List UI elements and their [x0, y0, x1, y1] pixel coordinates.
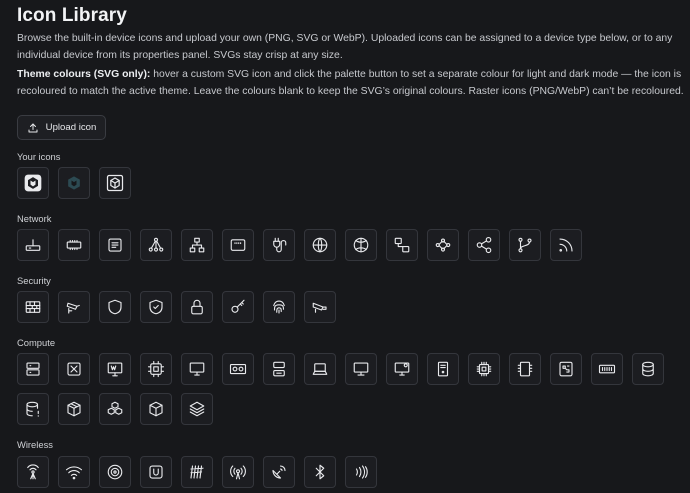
u-box-icon [147, 463, 165, 481]
key-icon [229, 298, 247, 316]
server-icon [24, 360, 42, 378]
icon-tile-custom-cube[interactable] [17, 167, 49, 199]
icon-tile-tower[interactable] [427, 353, 459, 385]
laptop-icon [311, 360, 329, 378]
icon-tile-satellite-dish[interactable] [263, 456, 295, 488]
icon-tile-ram[interactable] [591, 353, 623, 385]
icon-tile-rss[interactable] [550, 229, 582, 261]
icon-tile-u-box[interactable] [140, 456, 172, 488]
icon-tile-cable[interactable] [263, 229, 295, 261]
icon-tile-web-monitor[interactable] [99, 353, 131, 385]
satellite-dish-icon [270, 463, 288, 481]
theme-note-heading: Theme colours (SVG only): [17, 69, 151, 80]
panel-icon [106, 236, 124, 254]
icon-tile-monitor[interactable] [181, 353, 213, 385]
rss-icon [557, 236, 575, 254]
icon-library-panel [17, 0, 690, 493]
icon-tile-target[interactable] [99, 456, 131, 488]
broadcast-icon [229, 463, 247, 481]
icon-tile-server-stack[interactable] [263, 353, 295, 385]
icon-tile-antenna[interactable] [17, 456, 49, 488]
cpu-grid-icon [147, 360, 165, 378]
icon-tile-desktop[interactable] [345, 353, 377, 385]
icon-tile-database-alert[interactable] [17, 393, 49, 425]
icon-tile-layers[interactable] [181, 393, 213, 425]
page-title: Icon Library [17, 5, 127, 26]
bluetooth-icon [311, 463, 329, 481]
icon-tile-broadcast[interactable] [222, 456, 254, 488]
wifi-icon [65, 463, 83, 481]
icon-tile-hierarchy[interactable] [181, 229, 213, 261]
icon-tile-git-branch[interactable] [509, 229, 541, 261]
icon-tile-cpu-grid[interactable] [140, 353, 172, 385]
ram-icon [598, 360, 616, 378]
database-icon [639, 360, 657, 378]
monitor-icon [188, 360, 206, 378]
vm-box-icon [65, 360, 83, 378]
icon-tile-share[interactable] [468, 229, 500, 261]
icon-tile-globe-grid[interactable] [345, 229, 377, 261]
icon-tile-vm-box[interactable] [58, 353, 90, 385]
icon-tile-shield-check[interactable] [140, 291, 172, 323]
icon-tile-tower-array[interactable] [181, 456, 213, 488]
globe-grid-icon [352, 236, 370, 254]
icon-tile-switch[interactable] [58, 229, 90, 261]
shield-check-icon [147, 298, 165, 316]
icon-tile-nodes[interactable] [427, 229, 459, 261]
web-monitor-icon [106, 360, 124, 378]
cable-icon [270, 236, 288, 254]
icon-tile-package[interactable] [140, 393, 172, 425]
ethernet-port-icon [229, 236, 247, 254]
hierarchy-icon [188, 236, 206, 254]
icon-tile-shield[interactable] [99, 291, 131, 323]
icon-tile-laptop[interactable] [304, 353, 336, 385]
icon-tile-lock[interactable] [181, 291, 213, 323]
icon-tile-monitor-settings[interactable] [386, 353, 418, 385]
upload-label: Upload icon [45, 122, 97, 133]
nfc-icon [352, 463, 370, 481]
icon-tile-custom-cube-dim[interactable] [58, 167, 90, 199]
lock-icon [188, 298, 206, 316]
custom-cube-dim-icon [64, 173, 84, 193]
icon-tile-gpu[interactable] [222, 353, 254, 385]
icon-tile-nfc[interactable] [345, 456, 377, 488]
tower-icon [434, 360, 452, 378]
icon-tile-ethernet-port[interactable] [222, 229, 254, 261]
icon-tile-server[interactable] [17, 353, 49, 385]
page-description: Browse the built-in device icons and upload your own (PNG, SVG or WebP). Uploaded icons can be assigned to a device type below, or to any individual device from its properties panel. SVGs stay crisp at any size. [17, 33, 673, 61]
memory-chip-icon [516, 360, 534, 378]
icon-tile-custom-cube-outline[interactable] [99, 167, 131, 199]
section-label-your-icons: Your icons [17, 151, 61, 162]
firewall-icon [24, 298, 42, 316]
gpu-icon [229, 360, 247, 378]
tower-array-icon [188, 463, 206, 481]
icon-tile-router[interactable] [17, 229, 49, 261]
theme-note-text: hover a custom SVG icon and click the palette button to set a separate colour for light and dark mode — the icon is recoloured to match the active theme. Leave the colours blank to keep the SVG’s original colours. Raster icons (PNG/WebP) can’t be recoloured. [17, 69, 684, 97]
icon-tile-boxes[interactable] [99, 393, 131, 425]
topology-icon [147, 236, 165, 254]
icon-tile-box[interactable] [58, 393, 90, 425]
box-icon [65, 400, 83, 418]
custom-cube-icon [23, 173, 43, 193]
package-icon [147, 400, 165, 418]
desktop-icon [352, 360, 370, 378]
custom-cube-outline-icon [105, 173, 125, 193]
database-alert-icon [24, 400, 42, 418]
icon-tile-cctv[interactable] [58, 291, 90, 323]
antenna-icon [24, 463, 42, 481]
section-label-compute: Compute [17, 337, 56, 348]
icon-tile-topology[interactable] [140, 229, 172, 261]
globe-icon [311, 236, 329, 254]
icon-tile-camera[interactable] [304, 291, 336, 323]
layers-icon [188, 400, 206, 418]
nodes-icon [434, 236, 452, 254]
server-stack-icon [270, 360, 288, 378]
upload-icon [27, 122, 39, 134]
icon-tile-bluetooth[interactable] [304, 456, 336, 488]
icon-tile-wifi[interactable] [58, 456, 90, 488]
target-icon [106, 463, 124, 481]
icon-tile-link-boxes[interactable] [386, 229, 418, 261]
icon-tile-database[interactable] [632, 353, 664, 385]
section-label-wireless: Wireless [17, 439, 53, 450]
cctv-icon [65, 298, 83, 316]
icon-tile-board[interactable] [550, 353, 582, 385]
icon-tile-chip[interactable] [468, 353, 500, 385]
icon-tile-fingerprint[interactable] [263, 291, 295, 323]
git-branch-icon [516, 236, 534, 254]
chip-icon [475, 360, 493, 378]
link-boxes-icon [393, 236, 411, 254]
theme-colours-note [17, 67, 685, 100]
camera-icon [311, 298, 329, 316]
icon-tile-memory-chip[interactable] [509, 353, 541, 385]
board-icon [557, 360, 575, 378]
monitor-settings-icon [393, 360, 411, 378]
section-label-network: Network [17, 213, 52, 224]
shield-icon [106, 298, 124, 316]
icon-tile-firewall[interactable] [17, 291, 49, 323]
section-label-security: Security [17, 275, 51, 286]
icon-tile-key[interactable] [222, 291, 254, 323]
boxes-icon [106, 400, 124, 418]
router-icon [24, 236, 42, 254]
icon-tile-globe[interactable] [304, 229, 336, 261]
switch-icon [65, 236, 83, 254]
icon-tile-panel[interactable] [99, 229, 131, 261]
upload-icon-button[interactable] [17, 115, 106, 140]
fingerprint-icon [270, 298, 288, 316]
share-icon [475, 236, 493, 254]
